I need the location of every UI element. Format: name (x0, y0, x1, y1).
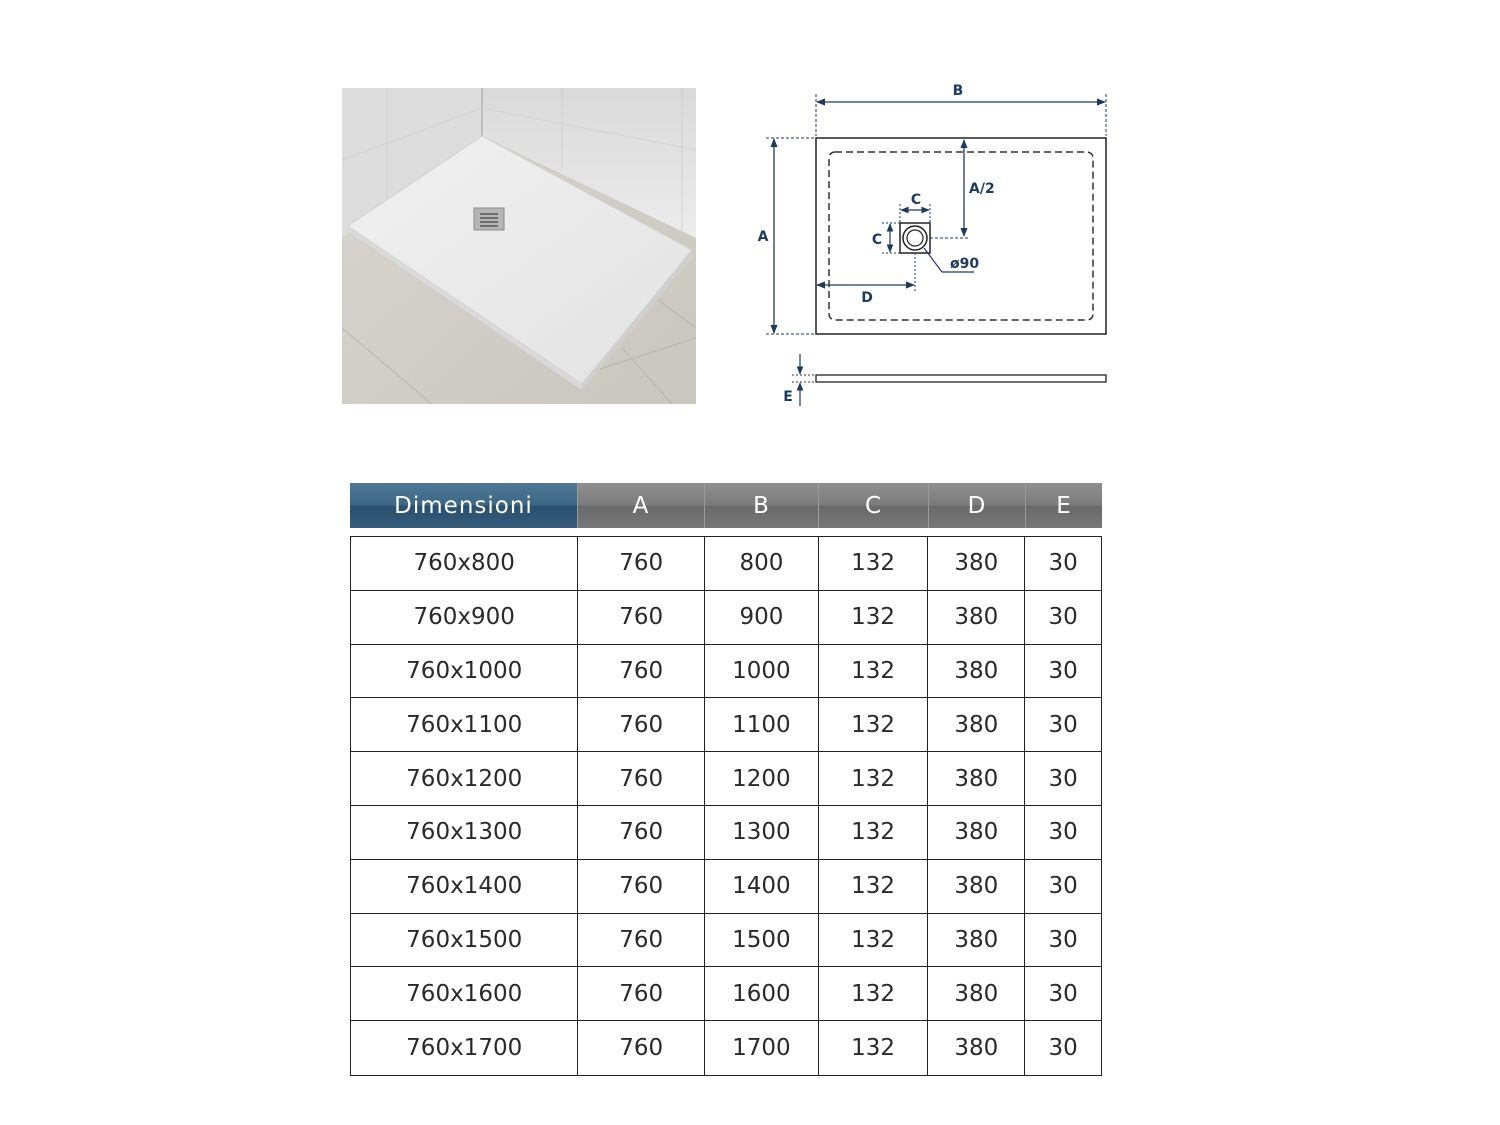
cell-d: 380 (928, 698, 1025, 751)
dimension-c-top-label: C (910, 192, 922, 208)
cell-e: 30 (1048, 604, 1078, 631)
cell-e: 30 (1048, 819, 1078, 846)
cell-dimensioni: 760x1500 (351, 914, 578, 967)
cell-e: 30 (1048, 550, 1078, 577)
cell-c: 132 (819, 860, 929, 913)
cell-d: 380 (928, 645, 1025, 698)
cell-c: 132 (819, 967, 929, 1020)
cell-dimensioni: 760x1000 (351, 645, 578, 698)
cell-c: 132 (819, 645, 929, 698)
cell-b: 1700 (705, 1021, 819, 1075)
cell-e: 30 (1048, 657, 1078, 684)
table-row (351, 967, 1101, 1021)
table-row (351, 860, 1101, 914)
header-c: C (819, 483, 929, 528)
table-body (350, 536, 1102, 1076)
cell-a: 760 (578, 860, 705, 913)
cell-a: 760 (578, 806, 705, 859)
table-row (351, 591, 1101, 645)
dimension-b-label: B (952, 83, 964, 99)
cell-a: 760 (578, 591, 705, 644)
header-dimensioni: Dimensioni (350, 483, 578, 528)
cell-dimensioni: 760x1200 (351, 752, 578, 805)
header-e: E (1026, 483, 1102, 528)
cell-b: 1400 (705, 860, 819, 913)
cell-e: 30 (1048, 1035, 1078, 1062)
cell-a: 760 (578, 967, 705, 1020)
cell-dimensioni: 760x1700 (351, 1021, 578, 1075)
cell-e: 30 (1048, 765, 1078, 792)
dimension-e-label: E (783, 389, 793, 405)
cell-a: 760 (578, 914, 705, 967)
table-row (351, 914, 1101, 968)
cell-e: 30 (1048, 873, 1078, 900)
cell-a: 760 (578, 537, 705, 590)
cell-e: 30 (1048, 711, 1078, 738)
table-row (351, 806, 1101, 860)
cell-c: 132 (819, 537, 929, 590)
table-row (351, 1021, 1101, 1075)
cell-b: 900 (705, 591, 819, 644)
cell-a: 760 (578, 1021, 705, 1075)
header-b: B (705, 483, 819, 528)
cell-a: 760 (578, 698, 705, 751)
dimensions-table (350, 483, 1102, 1076)
cell-dimensioni: 760x1300 (351, 806, 578, 859)
cell-c: 132 (819, 806, 929, 859)
table-header (350, 483, 1102, 528)
cell-b: 1500 (705, 914, 819, 967)
cell-c: 132 (819, 698, 929, 751)
table-row (351, 537, 1101, 591)
cell-dimensioni: 760x1400 (351, 860, 578, 913)
cell-d: 380 (928, 1021, 1025, 1075)
cell-b: 1200 (705, 752, 819, 805)
dimension-a-label: A (757, 229, 769, 245)
cell-d: 380 (928, 591, 1025, 644)
cell-b: 1600 (705, 967, 819, 1020)
cell-d: 380 (928, 752, 1025, 805)
dimension-c-left-label: C (871, 232, 883, 248)
header-a: A (578, 483, 705, 528)
cell-a: 760 (578, 645, 705, 698)
cell-d: 380 (928, 860, 1025, 913)
cell-e: 30 (1048, 980, 1078, 1007)
cell-c: 132 (819, 752, 929, 805)
cell-d: 380 (928, 537, 1025, 590)
cell-d: 380 (928, 914, 1025, 967)
table-row (351, 645, 1101, 699)
cell-dimensioni: 760x900 (351, 591, 578, 644)
drain-diameter-label: ø90 (950, 256, 980, 272)
cell-b: 1300 (705, 806, 819, 859)
cell-dimensioni: 760x1600 (351, 967, 578, 1020)
dimension-d-label: D (861, 290, 873, 306)
cell-e: 30 (1048, 926, 1078, 953)
technical-drawing (740, 70, 1140, 420)
cell-a: 760 (578, 752, 705, 805)
cell-c: 132 (819, 1021, 929, 1075)
table-row (351, 698, 1101, 752)
cell-b: 1100 (705, 698, 819, 751)
cell-b: 1000 (705, 645, 819, 698)
cell-b: 800 (705, 537, 819, 590)
table-row (351, 752, 1101, 806)
cell-d: 380 (928, 806, 1025, 859)
header-d: D (929, 483, 1026, 528)
cell-c: 132 (819, 914, 929, 967)
dimension-a-half-label: A/2 (969, 181, 995, 197)
product-photo (342, 88, 696, 404)
cell-c: 132 (819, 591, 929, 644)
cell-d: 380 (928, 967, 1025, 1020)
cell-dimensioni: 760x800 (351, 537, 578, 590)
cell-dimensioni: 760x1100 (351, 698, 578, 751)
